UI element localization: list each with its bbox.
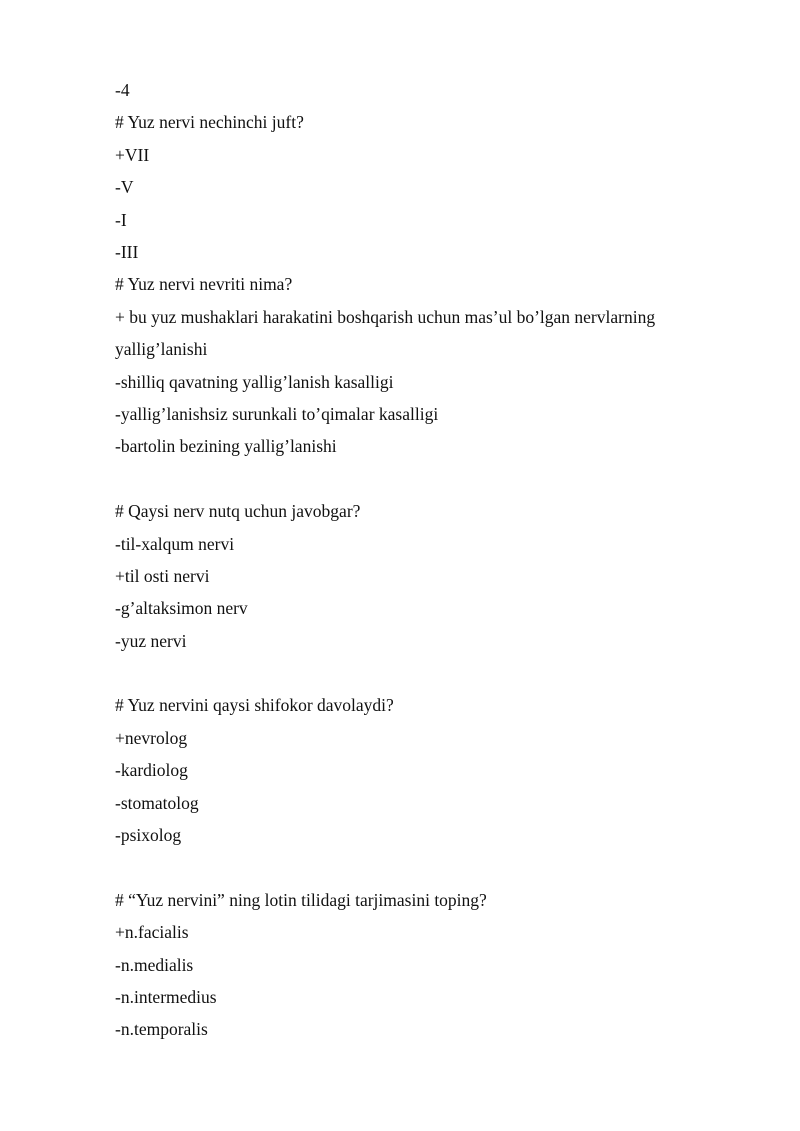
correct-answer: +VII <box>115 144 150 165</box>
answer-option: -yuz nervi <box>115 630 187 651</box>
answer-option: -V <box>115 177 134 198</box>
answer-option: -n.temporalis <box>115 1019 208 1040</box>
answer-option: -g’altaksimon nerv <box>115 598 248 619</box>
answer-option: -kardiolog <box>115 760 188 781</box>
answer-option: -I <box>115 209 127 230</box>
answer-option: -shilliq qavatning yallig’lanish kasalligi <box>115 371 394 392</box>
paragraph-gap <box>115 851 735 883</box>
answer-option: -III <box>115 241 139 262</box>
paragraph-gap <box>115 657 735 689</box>
answer-option: -n.medialis <box>115 954 194 975</box>
question-heading: # Yuz nervi nechinchi juft? <box>115 112 304 133</box>
question-heading: # “Yuz nervini” ning lotin tilidagi tarjimasini toping? <box>115 889 487 910</box>
correct-answer: +n.facialis <box>115 922 189 943</box>
question-heading: # Qaysi nerv nutq uchun javobgar? <box>115 501 361 522</box>
answer-option: -stomatolog <box>115 792 199 813</box>
correct-answer: + bu yuz mushaklari harakatini boshqarish uchun mas’ul bo’lgan nervlarning yallig’lanishi <box>115 306 656 360</box>
correct-answer: +til osti nervi <box>115 565 210 586</box>
question-heading: # Yuz nervi nevriti nima? <box>115 274 293 295</box>
answer-option: -yallig’lanishsiz surunkali to’qimalar kasalligi <box>115 403 439 424</box>
correct-answer: +nevrolog <box>115 727 188 748</box>
answer-option: -bartolin bezining yallig’lanishi <box>115 436 337 457</box>
answer-option: -psixolog <box>115 825 182 846</box>
question-heading: # Yuz nervini qaysi shifokor davolaydi? <box>115 695 394 716</box>
answer-option: -n.intermedius <box>115 986 217 1007</box>
answer-option: -4 <box>115 80 130 100</box>
answer-option: -til-xalqum nervi <box>115 533 235 554</box>
paragraph-gap <box>115 463 735 495</box>
question-list <box>115 74 735 1046</box>
